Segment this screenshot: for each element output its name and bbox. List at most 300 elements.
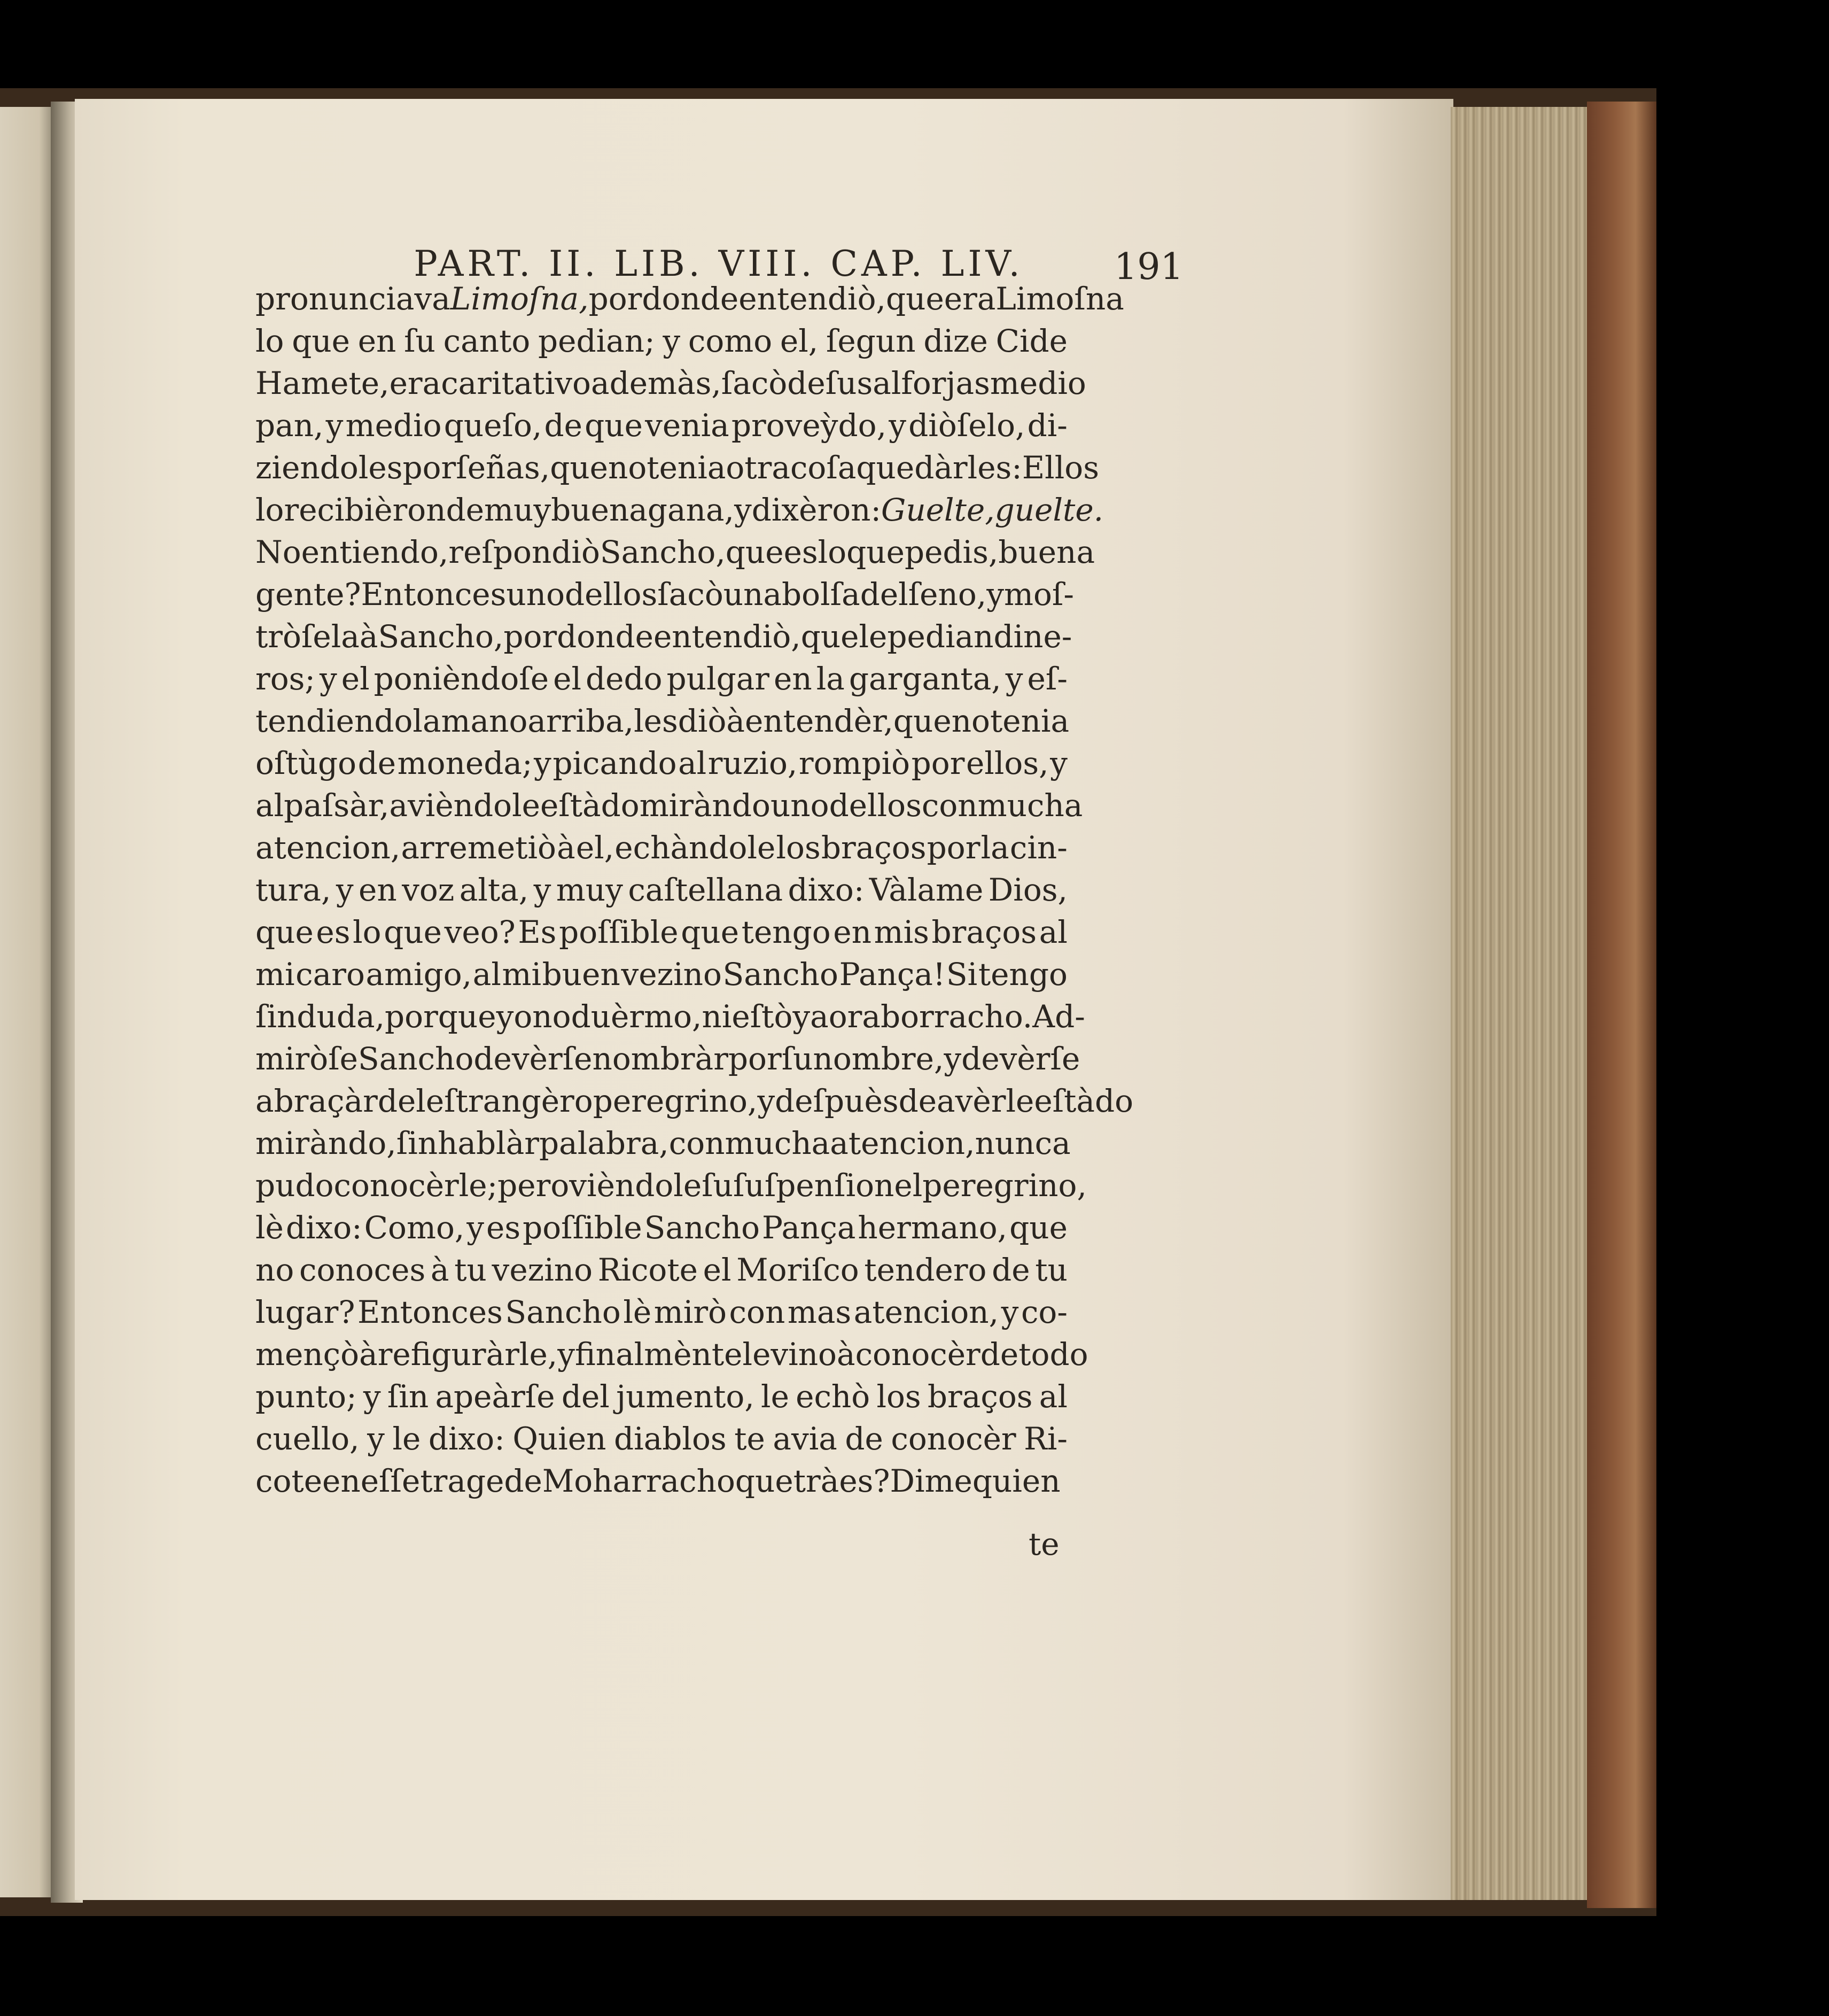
word: entendiò, — [738, 281, 886, 317]
text-line — [255, 1207, 1068, 1249]
word: en — [833, 914, 871, 950]
word: uno — [506, 576, 565, 612]
word: Ricote — [597, 1252, 698, 1288]
word: del — [377, 1083, 426, 1119]
word: el, — [575, 829, 614, 866]
word: avèrle — [937, 1083, 1034, 1119]
word: Ri- — [1024, 1421, 1068, 1457]
word: pedis, — [904, 534, 999, 570]
word: vino — [770, 1336, 837, 1373]
page-number: 191 — [1114, 246, 1184, 288]
word: coſa — [790, 449, 857, 486]
word: vezino — [492, 1252, 593, 1288]
word: ſin — [396, 1125, 438, 1161]
text-line — [255, 489, 1104, 531]
word: que — [856, 449, 915, 486]
word: ſacò — [721, 365, 788, 401]
word: y — [466, 1209, 485, 1246]
word: de — [961, 1041, 1000, 1077]
word: amigo, — [365, 956, 472, 993]
word: dellos — [829, 787, 922, 824]
word: entendèr, — [744, 703, 893, 739]
text-line — [255, 953, 1068, 996]
word: mano — [441, 703, 528, 739]
word: atencion, — [255, 829, 401, 866]
catchword: te — [1029, 1526, 1060, 1562]
word: Moharracho — [542, 1463, 735, 1499]
word: cin- — [1009, 829, 1068, 866]
word: Hamete, — [255, 365, 390, 401]
word: y — [1050, 745, 1068, 781]
word: con — [921, 787, 978, 824]
text-line — [255, 1038, 1080, 1080]
word: una — [723, 576, 782, 612]
word: que — [800, 618, 859, 655]
word: Pança — [762, 1209, 856, 1246]
word: ni — [702, 998, 732, 1035]
word: no — [608, 449, 647, 486]
word: lè — [623, 1294, 652, 1330]
text-line — [255, 1122, 1071, 1165]
word: y — [325, 407, 344, 444]
word: peregrino, — [922, 1167, 1087, 1204]
word: Limoſna — [995, 281, 1124, 317]
word: lè — [255, 1209, 284, 1246]
word: al — [1039, 1378, 1068, 1415]
word: Sancho — [722, 956, 838, 993]
word: del — [561, 1378, 610, 1415]
word: arriba, — [527, 703, 634, 739]
word: lugar? — [255, 1294, 355, 1330]
word: ſacò — [657, 576, 723, 612]
word: proveỳdo, — [731, 407, 887, 444]
word: duèrmo, — [571, 998, 702, 1035]
word: los — [776, 829, 821, 866]
word: palabra, — [539, 1125, 669, 1161]
word: moneda; — [397, 745, 533, 781]
word: caro — [295, 956, 365, 993]
word: y — [363, 1378, 381, 1415]
word: lo — [818, 534, 847, 570]
word: tu — [454, 1252, 487, 1288]
word: y — [336, 872, 354, 908]
word: de — [504, 1463, 542, 1499]
word: Como, — [364, 1209, 465, 1246]
word: mi — [502, 956, 542, 993]
word: y — [1005, 661, 1023, 697]
text-line — [255, 785, 1083, 827]
word: guelte. — [994, 492, 1104, 528]
word: no — [951, 703, 990, 739]
word: muy — [484, 492, 551, 528]
word: à — [557, 829, 575, 866]
text-line — [255, 447, 1099, 489]
word: en — [774, 661, 812, 697]
word: jumento, — [616, 1378, 754, 1415]
word: por — [911, 745, 965, 781]
word: Cide — [995, 323, 1068, 359]
word: que — [846, 534, 905, 570]
word: yo — [496, 998, 533, 1035]
word: ſu — [702, 1167, 734, 1204]
word: braços — [931, 914, 1037, 950]
word: otra — [726, 449, 790, 486]
word: de — [473, 1041, 512, 1077]
text-line — [255, 320, 1068, 362]
word: buena — [998, 534, 1095, 570]
word: por — [927, 829, 980, 866]
word: Sancho, — [378, 618, 504, 655]
word: era — [944, 281, 996, 317]
word: ſu — [404, 323, 435, 359]
word: avia — [773, 1421, 837, 1457]
word: peregrino, — [593, 1083, 758, 1119]
word: y — [757, 1083, 775, 1119]
word: Entonces — [357, 1294, 503, 1330]
word: conocèr — [891, 1421, 1016, 1457]
word: y — [1001, 1294, 1019, 1330]
word: Limoſna, — [450, 281, 589, 317]
word: hermano, — [858, 1209, 1008, 1246]
text-line — [255, 1080, 1134, 1122]
word: de — [446, 492, 485, 528]
word: venia — [645, 407, 729, 444]
word: que — [255, 914, 314, 950]
word: la — [816, 661, 845, 697]
word: uno — [770, 787, 829, 824]
word: Si — [946, 956, 978, 993]
word: es — [783, 534, 818, 570]
word: dedo — [586, 661, 663, 697]
word: es — [486, 1209, 521, 1246]
word: pulgar — [666, 661, 770, 697]
facing-page-edge — [0, 107, 56, 1897]
word: vèrſe — [999, 1041, 1080, 1077]
text-line — [255, 911, 1068, 953]
word: borracho. — [880, 998, 1033, 1035]
word: paſsàr, — [284, 787, 390, 824]
word: avièndole — [389, 787, 540, 824]
word: tengo — [978, 956, 1068, 993]
word: voz — [402, 872, 455, 908]
word: bolſa — [782, 576, 860, 612]
word: eſtrangèro — [425, 1083, 593, 1119]
word: Ad- — [1032, 998, 1085, 1035]
word: dixo: — [428, 1421, 505, 1457]
word: mucha — [977, 787, 1083, 824]
word: medio — [345, 407, 442, 444]
word: porque — [385, 998, 496, 1035]
word: echò — [796, 1378, 870, 1415]
word: ſus — [825, 365, 873, 401]
word: le — [859, 618, 888, 655]
word: le — [761, 1378, 789, 1415]
word: Sancho — [644, 1209, 760, 1246]
word: miràndo — [639, 787, 770, 824]
word: vèrſe — [511, 1041, 593, 1077]
text-line — [255, 1460, 1068, 1502]
word: al — [678, 745, 707, 781]
word: de — [544, 407, 582, 444]
word: à — [359, 1336, 378, 1373]
word: ſu — [781, 1041, 813, 1077]
word: entiendo, — [301, 534, 449, 570]
word: el — [894, 1167, 923, 1204]
word: moſ- — [1004, 576, 1074, 612]
word: les — [634, 703, 678, 739]
word: y — [367, 1421, 385, 1457]
word: la — [413, 703, 441, 739]
word: No — [255, 534, 301, 570]
word: dixo: — [285, 1209, 362, 1246]
word: por — [402, 449, 456, 486]
word: todo — [1018, 1336, 1088, 1373]
word: y — [533, 872, 551, 908]
word: que — [550, 449, 609, 486]
word: buen — [542, 956, 620, 993]
word: tu — [1035, 1252, 1068, 1288]
word: le — [392, 1421, 421, 1457]
page-block-edges — [1451, 107, 1590, 1900]
word: eſtàdo — [1034, 1083, 1134, 1119]
word: muy — [556, 872, 623, 908]
word: Entonces — [361, 576, 507, 612]
word: queſo, — [443, 407, 542, 444]
body-text — [255, 278, 1134, 1502]
word: pero — [497, 1167, 570, 1204]
word: pedian — [887, 618, 994, 655]
word: conocèr — [855, 1336, 980, 1373]
word: alta, — [459, 872, 529, 908]
word: eſ- — [1027, 661, 1068, 697]
word: lo — [255, 323, 284, 359]
text-line — [255, 700, 1068, 742]
word: eſtòy — [731, 998, 811, 1035]
word: y — [944, 1041, 962, 1077]
text-line — [255, 1418, 1068, 1460]
text-line — [255, 1249, 1068, 1291]
word: recibièron — [284, 492, 446, 528]
word: Guelte, — [881, 492, 995, 528]
word: à — [836, 1336, 855, 1373]
word: el — [703, 1252, 731, 1288]
word: echàndole — [614, 829, 776, 866]
word: rompiò — [798, 745, 910, 781]
word: mis — [874, 914, 929, 950]
word: que — [585, 407, 643, 444]
word: Es — [518, 914, 557, 950]
word: veo? — [444, 914, 516, 950]
word: dize — [923, 323, 988, 359]
word: poſſible — [523, 1209, 642, 1246]
word: eſtàdo — [540, 787, 640, 824]
word: caſtellana — [628, 872, 783, 908]
word: mirò — [653, 1294, 727, 1330]
word: Vàlame — [869, 872, 984, 908]
word: braços — [821, 829, 927, 866]
word: de — [980, 1336, 1019, 1373]
word: nombre, — [813, 1041, 944, 1077]
word: con — [668, 1125, 725, 1161]
word: mençò — [255, 1336, 360, 1373]
word: donde — [557, 618, 653, 655]
word: Sancho — [357, 1041, 474, 1077]
word: ſuſpenſion — [733, 1167, 894, 1204]
word: co- — [1021, 1294, 1068, 1330]
word: tràes? — [793, 1463, 890, 1499]
word: ademàs, — [590, 365, 721, 401]
word: abraçàr — [255, 1083, 378, 1119]
word: atencion, — [853, 1294, 999, 1330]
text-line — [255, 658, 1068, 700]
word: dixèron: — [751, 492, 882, 528]
word: vezino — [621, 956, 722, 993]
word: y — [663, 323, 681, 359]
text-line — [255, 869, 1068, 911]
word: y — [319, 661, 337, 697]
word: medio — [990, 365, 1086, 401]
word: buena — [551, 492, 648, 528]
word: ſeno, — [908, 576, 987, 612]
word: tenia — [647, 449, 726, 486]
word: y — [889, 407, 906, 444]
word: pronunciava — [255, 281, 450, 317]
word: nunca — [975, 1125, 1071, 1161]
word: eſſe — [360, 1463, 421, 1499]
word: dine- — [993, 618, 1072, 655]
word: al — [255, 787, 284, 824]
word: que — [885, 281, 944, 317]
word: donde — [642, 281, 739, 317]
text-line — [255, 1165, 1087, 1207]
word: de — [898, 1083, 937, 1119]
word: diablos — [614, 1421, 727, 1457]
word: dàrles: — [914, 449, 1022, 486]
word: ſin — [255, 998, 297, 1035]
word: en — [359, 872, 397, 908]
word: Sancho, — [600, 534, 726, 570]
word: ziendoles — [255, 449, 403, 486]
word: reſpondiò — [448, 534, 600, 570]
word: Ellos — [1022, 449, 1099, 486]
text-line — [255, 362, 1086, 405]
word: por — [728, 1041, 782, 1077]
word: gana, — [647, 492, 734, 528]
word: à — [359, 618, 378, 655]
word: Dime — [890, 1463, 972, 1499]
word: ſin — [387, 1378, 429, 1415]
word: con — [729, 1294, 785, 1330]
word: el — [341, 661, 370, 697]
word: en — [357, 323, 396, 359]
word: à — [726, 703, 745, 739]
word: finalmènte — [575, 1336, 743, 1373]
text-line — [255, 1376, 1068, 1418]
word: Pança! — [839, 956, 946, 993]
word: Dios, — [988, 872, 1068, 908]
word: por — [503, 618, 557, 655]
word: dixo: — [788, 872, 865, 908]
word: de — [787, 365, 826, 401]
word: à — [430, 1252, 449, 1288]
word: cote — [255, 1463, 323, 1499]
word: los — [876, 1378, 921, 1415]
text-line — [255, 827, 1068, 869]
word: mas — [787, 1294, 852, 1330]
word: ros; — [255, 661, 315, 697]
word: deſpuès — [775, 1083, 899, 1119]
word: nombràr — [592, 1041, 728, 1077]
word: trage — [420, 1463, 504, 1499]
word: y — [557, 1336, 575, 1373]
word: alforjas — [873, 365, 990, 401]
word: mi — [255, 956, 295, 993]
word: cuello, — [255, 1421, 360, 1457]
word: le — [742, 1336, 771, 1373]
text-line — [255, 531, 1095, 573]
word: arremetiò — [401, 829, 556, 866]
word: tendero — [864, 1252, 987, 1288]
word: atencion, — [830, 1125, 975, 1161]
word: mucha — [725, 1125, 830, 1161]
word: que — [1009, 1209, 1068, 1246]
word: caritativo — [441, 365, 591, 401]
word: aora — [810, 998, 881, 1035]
text-line — [255, 1333, 1088, 1376]
word: en — [322, 1463, 361, 1499]
word: y — [534, 745, 551, 781]
word: era — [389, 365, 441, 401]
word: que — [893, 703, 952, 739]
word: gente? — [255, 576, 361, 612]
word: que — [735, 1463, 793, 1499]
word: diòſelo, — [908, 407, 1025, 444]
word: Moriſco — [736, 1252, 859, 1288]
word: hablàr — [438, 1125, 539, 1161]
word: dellos — [565, 576, 658, 612]
word: diò — [678, 703, 727, 739]
word: ellos, — [966, 745, 1049, 781]
word: ſegun — [826, 323, 916, 359]
word: tròſela — [255, 618, 360, 655]
text-line — [255, 996, 1085, 1038]
word: al — [472, 956, 501, 993]
word: del — [860, 576, 908, 612]
word: pan, — [255, 407, 324, 444]
book-cover-edge — [1587, 102, 1656, 1908]
word: entendiò, — [653, 618, 801, 655]
word: canto — [443, 323, 531, 359]
word: quien — [972, 1463, 1061, 1499]
word: el, — [780, 323, 819, 359]
word: como — [688, 323, 773, 359]
word: lo — [353, 914, 382, 950]
text-line — [255, 278, 1124, 320]
word: picando — [552, 745, 677, 781]
word: Quien — [512, 1421, 606, 1457]
word: braços — [927, 1378, 1033, 1415]
word: conocèrle; — [333, 1167, 498, 1204]
word: garganta, — [849, 661, 1001, 697]
word: di- — [1027, 407, 1068, 444]
word: que — [292, 323, 350, 359]
word: poſſible — [559, 914, 679, 950]
word: ſeñas, — [456, 449, 550, 486]
word: la — [980, 829, 1009, 866]
word: te — [734, 1421, 765, 1457]
word: el — [553, 661, 582, 697]
text-line — [255, 1291, 1068, 1333]
